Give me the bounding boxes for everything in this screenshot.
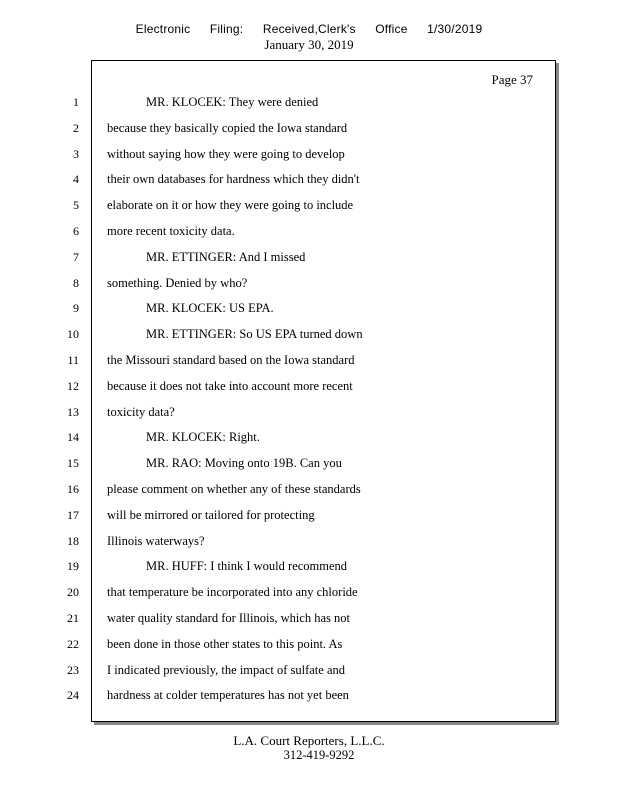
footer-phone: 312-419-9292	[283, 748, 355, 762]
line-number: 5	[73, 198, 79, 213]
line-text: MR. HUFF: I think I would recommend	[146, 559, 348, 574]
line-text: MR. RAO: Moving onto 19B. Can you	[146, 456, 342, 471]
line-number: 17	[67, 507, 79, 522]
line-number: 16	[67, 482, 79, 496]
line-text: please comment on whether any of these standards	[107, 482, 361, 496]
line-text: water quality standard for Illinois, which has not	[107, 611, 350, 625]
line-text: Illinois waterways?	[107, 533, 205, 548]
footer-company: L.A. Court Reporters, L.L.C.	[233, 733, 385, 748]
line-text: hardness at colder temperatures has not yet been	[107, 688, 349, 703]
line-text: more recent toxicity data.	[107, 224, 235, 238]
line-number: 22	[67, 636, 79, 651]
filing-stamp-filing: Filing:	[209, 22, 244, 36]
line-number: 9	[73, 301, 79, 316]
filing-stamp-office: Office	[375, 22, 408, 36]
line-number: 20	[67, 585, 79, 600]
line-number: 6	[73, 224, 79, 238]
line-text: will be mirrored or tailored for protecting	[107, 507, 315, 522]
line-number: 3	[73, 146, 79, 161]
line-text: MR. KLOCEK: Right.	[146, 430, 260, 445]
line-number: 21	[67, 611, 79, 625]
line-number: 14	[67, 430, 79, 445]
filing-stamp-electronic: Electronic	[135, 22, 191, 36]
filing-date-long: January 30, 2019	[264, 37, 354, 52]
line-text: I indicated previously, the impact of sulfate and	[107, 662, 346, 677]
line-number: 24	[67, 688, 79, 703]
line-text: that temperature be incorporated into any chloride	[107, 585, 358, 600]
page-number: Page 37	[491, 72, 533, 87]
filing-stamp	[0, 22, 618, 36]
line-number: 7	[73, 249, 79, 264]
line-text: because it does not take into account more recent	[107, 378, 353, 393]
line-number: 15	[67, 456, 79, 471]
filing-stamp-date: 1/30/2019	[427, 22, 483, 36]
line-text: toxicity data?	[107, 404, 175, 419]
line-text: been done in those other states to this point. As	[107, 636, 343, 651]
line-text: their own databases for hardness which they didn't	[107, 172, 360, 187]
line-number: 12	[67, 378, 79, 393]
line-text: elaborate on it or how they were going to include	[107, 198, 354, 213]
line-text: MR. KLOCEK: US EPA.	[146, 301, 274, 316]
line-text: MR. ETTINGER: So US EPA turned down	[146, 327, 363, 342]
line-number: 2	[73, 120, 79, 135]
line-number: 11	[67, 353, 79, 367]
line-number: 4	[73, 172, 79, 187]
line-number: 13	[67, 404, 79, 419]
line-number: 1	[73, 95, 79, 109]
line-number: 19	[67, 559, 79, 574]
line-text: something. Denied by who?	[107, 275, 248, 290]
line-number: 23	[67, 662, 79, 677]
line-text: MR. ETTINGER: And I missed	[146, 249, 306, 264]
line-text: without saying how they were going to develop	[107, 146, 345, 161]
line-text: because they basically copied the Iowa standard	[107, 120, 348, 135]
line-number: 10	[67, 327, 79, 342]
line-text: the Missouri standard based on the Iowa standard	[107, 353, 355, 367]
line-number: 18	[67, 533, 79, 548]
filing-stamp-received: Received,Clerk's	[262, 22, 356, 36]
line-number: 8	[73, 275, 79, 290]
line-text: MR. KLOCEK: They were denied	[146, 95, 319, 109]
